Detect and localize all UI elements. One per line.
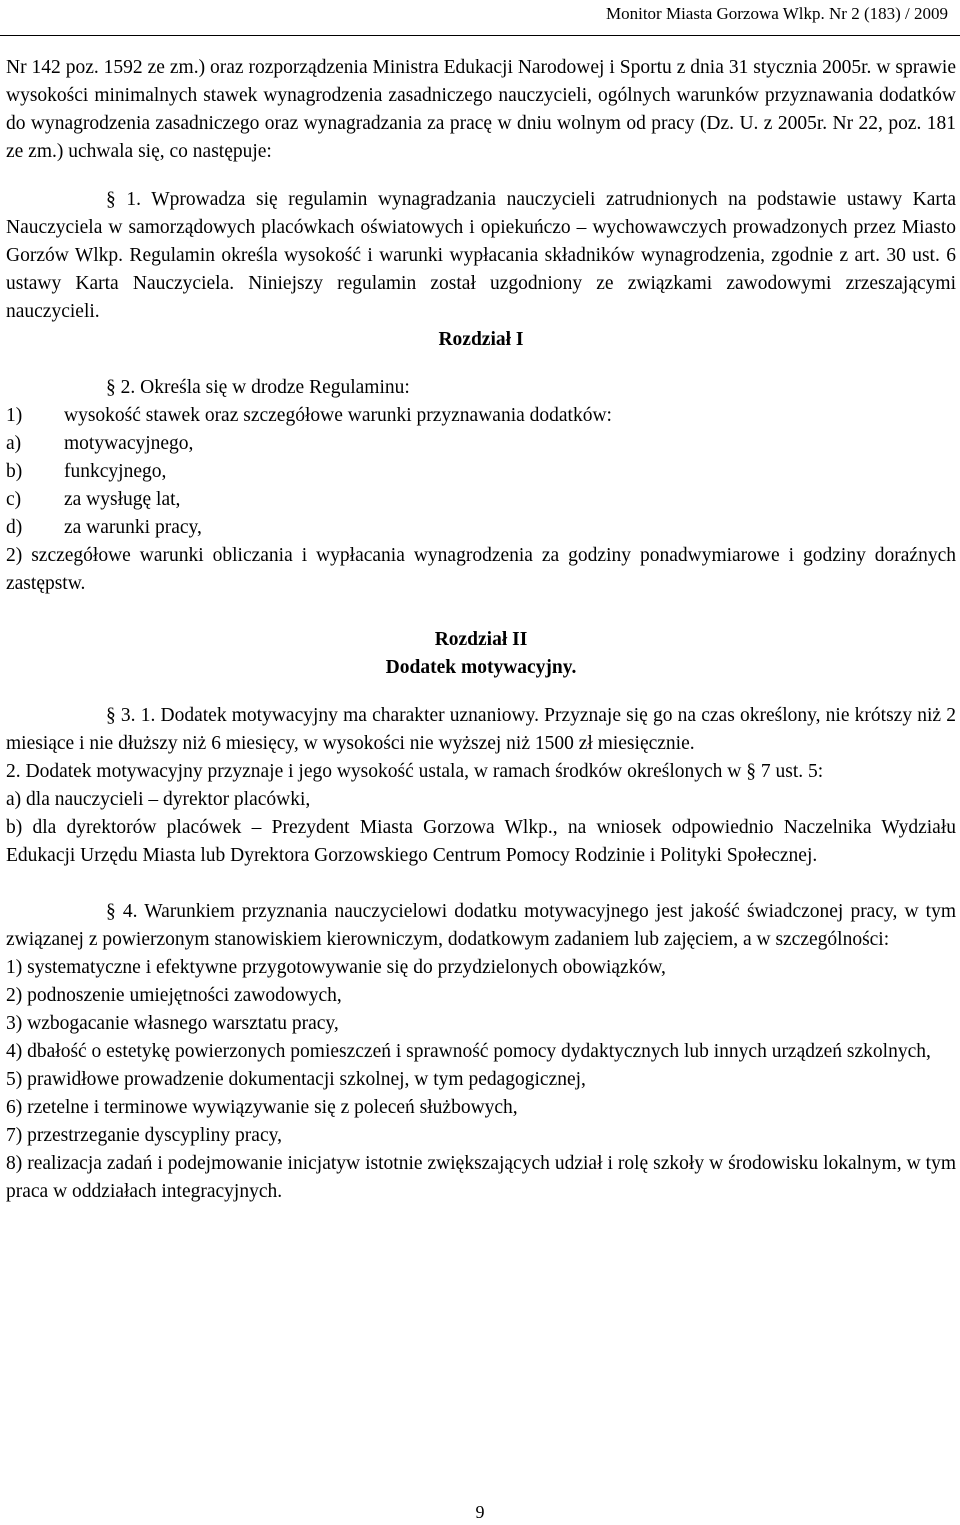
list-item: 5) prawidłowe prowadzenie dokumentacji szkolnej, w tym pedagogicznej,: [6, 1069, 586, 1090]
list-item: [6, 430, 956, 458]
header-title: Monitor Miasta Gorzowa Wlkp. Nr 2 (183) / 2009: [606, 4, 948, 23]
section-2-item-2: 2) szczegółowe warunki obliczania i wypłacania wynagrodzenia za godziny ponadwymiarowe i godziny doraźnych zastępstw.: [6, 545, 956, 594]
section-3-item-b: b) dla dyrektorów placówek – Prezydent Miasta Gorzowa Wlkp., na wniosek odpowiednio Naczelnika Wydziału Edukacji Urzędu Miasta lub Dyrektora Gorzowskiego Centrum Pomocy Rodzinie i Polityki Społecznej.: [6, 817, 956, 866]
section-3-paragraph-1: § 3. 1. Dodatek motywacyjny ma charakter uznaniowy. Przyznaje się go na czas określony, nie krótszy niż 2 miesiące i nie dłuższy niż 6 miesięcy, w wysokości nie wyższej niż 1500 zł miesięcznie.: [6, 705, 956, 754]
section-3-item-a: a) dla nauczycieli – dyrektor placówki,: [6, 789, 311, 810]
list-item: [6, 514, 956, 542]
page-header: [0, 0, 960, 36]
list-item: 2) podnoszenie umiejętności zawodowych,: [6, 985, 342, 1006]
list-item-text: motywacyjnego,: [64, 433, 194, 454]
section-4-intro: § 4. Warunkiem przyznania nauczycielowi dodatku motywacyjnego jest jakość świadczonej pracy, w tym związanej z powierzonym stanowiskiem kierowniczym, dodatkowym zadaniem lub zajęciem, a w szczególności:: [6, 901, 956, 950]
list-item: [6, 402, 956, 430]
list-item: [6, 458, 956, 486]
intro-paragraph: Nr 142 poz. 1592 ze zm.) oraz rozporządzenia Ministra Edukacji Narodowej i Sportu z dnia 31 stycznia 2005r. w sprawie wysokości minimalnych stawek wynagrodzenia zasadniczego nauczycieli, ogólnych warunków przyznawania dodatków do wynagrodzenia zasadniczego oraz wynagradzania za pracę w dniu wolnym od pracy (Dz. U. z 2005r. Nr 22, poz. 181 ze zm.) uchwala się, co następuje:: [6, 57, 956, 162]
section-2-intro: § 2. Określa się w drodze Regulaminu:: [106, 377, 410, 398]
chapter-2-heading: Rozdział II: [434, 629, 528, 650]
list-item-text: wysokość stawek oraz szczegółowe warunki przyznawania dodatków:: [64, 405, 612, 426]
list-item-text: funkcyjnego,: [64, 461, 167, 482]
chapter-2-subtitle: Dodatek motywacyjny.: [385, 657, 577, 678]
list-item-label: b): [6, 461, 23, 482]
section-1-paragraph: § 1. Wprowadza się regulamin wynagradzania nauczycieli zatrudnionych na podstawie ustawy Karta Nauczyciela w samorządowych placówkach oświatowych i opiekuńczo – wychowawczych prowadzonych przez Miasto Gorzów Wlkp. Regulamin określa wysokość i warunki wypłacania składników wynagrodzenia, zgodnie z art. 30 ust. 6 ustawy Karta Nauczyciela. Niniejszy regulamin został uzgodniony ze związkami zawodowymi zrzeszającymi nauczycieli.: [6, 189, 956, 322]
section-3-paragraph-2: 2. Dodatek motywacyjny przyznaje i jego wysokość ustala, w ramach środków określonych w § 7 ust. 5:: [6, 761, 824, 782]
list-item-label: 1): [6, 405, 23, 426]
list-item: 4) dbałość o estetykę powierzonych pomieszczeń i sprawność pomocy dydaktycznych lub innych urządzeń szkolnych,: [6, 1041, 931, 1062]
list-item-text: za wysługę lat,: [64, 489, 181, 510]
list-item: 1) systematyczne i efektywne przygotowywanie się do przydzielonych obowiązków,: [6, 957, 666, 978]
list-item-text: za warunki pracy,: [64, 517, 202, 538]
chapter-1-heading: Rozdział I: [438, 329, 524, 350]
document-body: [6, 54, 956, 1206]
list-item: [6, 486, 956, 514]
list-item: 7) przestrzeganie dyscypliny pracy,: [6, 1125, 282, 1146]
list-item-label: c): [6, 489, 22, 510]
list-item-label: a): [6, 433, 22, 454]
list-item: 6) rzetelne i terminowe wywiązywanie się z poleceń służbowych,: [6, 1097, 518, 1118]
list-item: 8) realizacja zadań i podejmowanie inicjatyw istotnie zwiększających udział i rolę szkoły w środowisku lokalnym, w tym praca w oddziałach integracyjnych.: [6, 1153, 956, 1202]
page-number: 9: [475, 1502, 485, 1522]
list-item: 3) wzbogacanie własnego warsztatu pracy,: [6, 1013, 339, 1034]
list-item-label: d): [6, 517, 23, 538]
